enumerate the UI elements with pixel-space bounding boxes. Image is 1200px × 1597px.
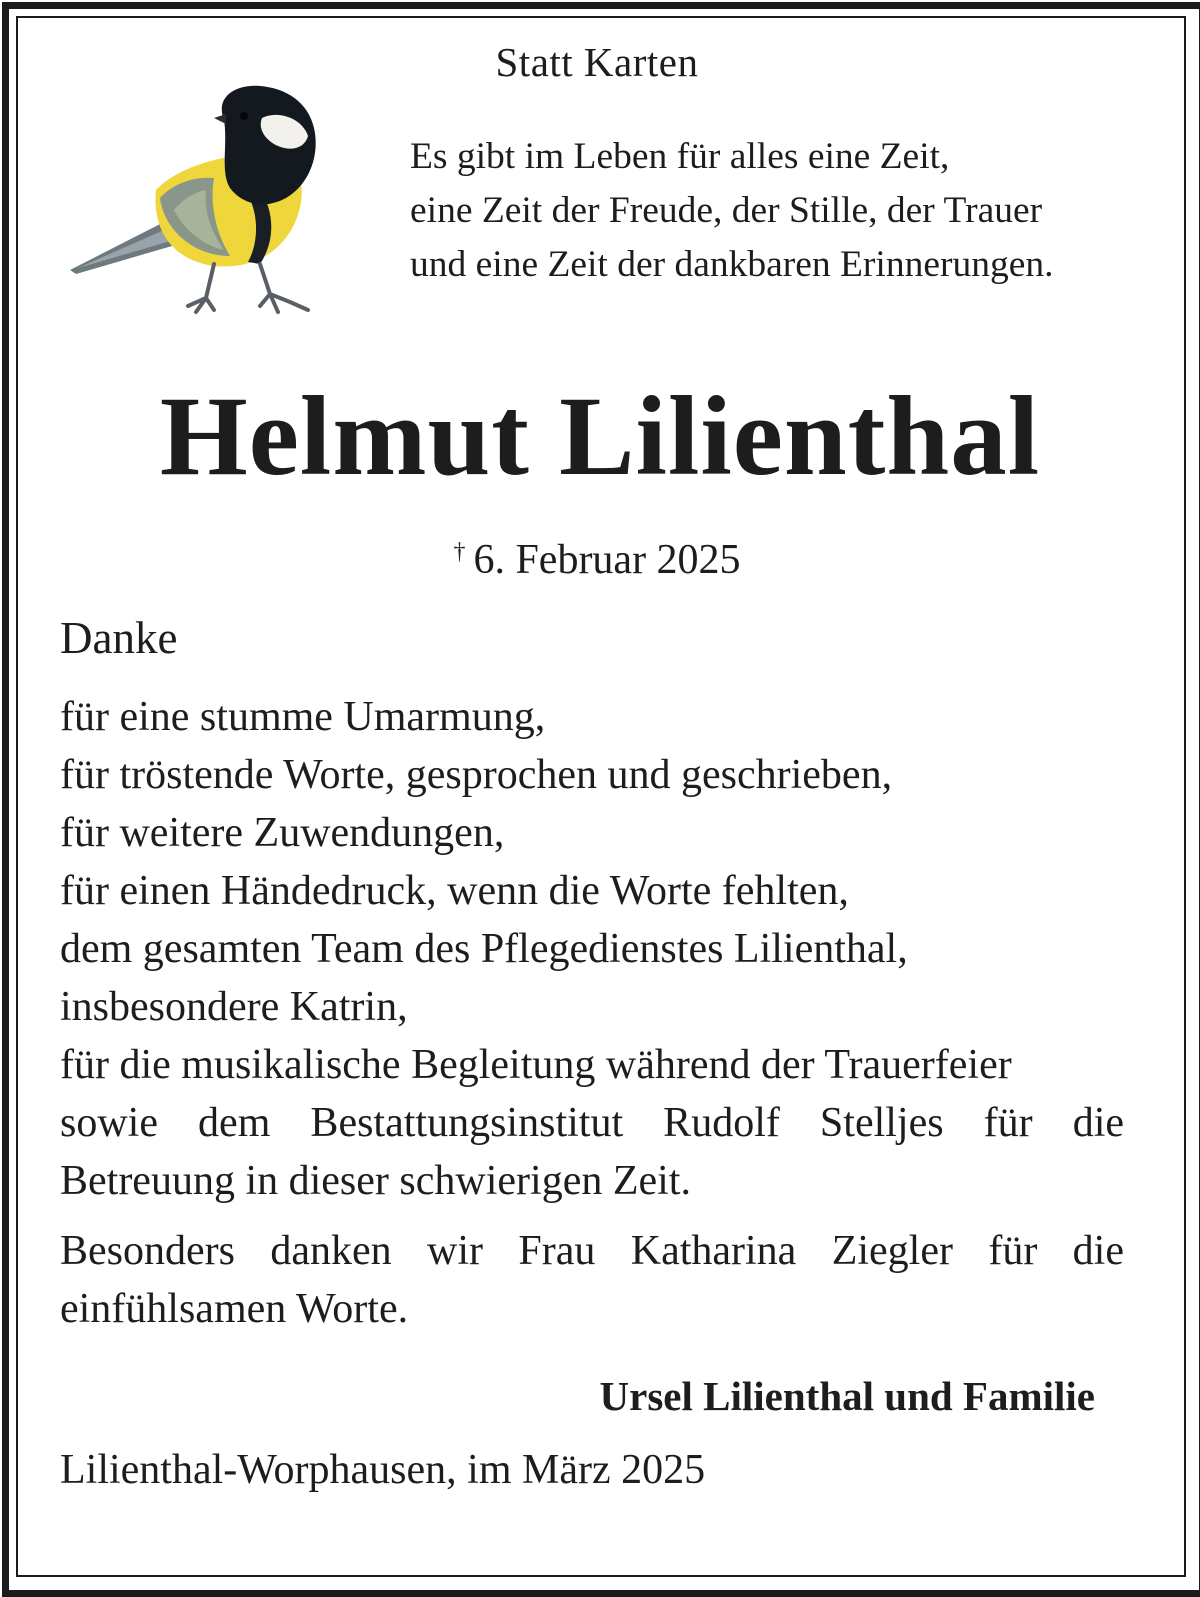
motto-line: und eine Zeit der dankbaren Erinnerungen. (410, 244, 1054, 285)
motto-line: Es gibt im Leben für alles eine Zeit, (410, 136, 950, 177)
thanks-list (60, 688, 1124, 1210)
place-date: Lilienthal-Worphausen, im März 2025 (60, 1447, 706, 1493)
thanks-line: für tröstende Worte, gesprochen und geschrieben, (60, 752, 893, 798)
deceased-name: Helmut Lilienthal (159, 374, 1041, 499)
thanks-line: für die musikalische Begleitung während der Trauerfeier (60, 1042, 1012, 1088)
cross-icon: † (453, 539, 466, 565)
death-date: 6. Februar 2025 (473, 537, 741, 583)
death-date-line (0, 536, 1200, 584)
special-thanks-line: einfühlsamen Worte. (60, 1286, 409, 1332)
motto-verse (410, 130, 1170, 292)
thanks-line: insbesondere Katrin, (60, 984, 408, 1030)
special-thanks (60, 1222, 1124, 1338)
motto-line: eine Zeit der Freude, der Stille, der Trauer (410, 190, 1043, 231)
thanks-line: für weitere Zuwendungen, (60, 810, 505, 856)
thanks-line: sowie dem Bestattungsinstitut Rudolf Stelljes für die (60, 1100, 1124, 1146)
great-tit-bird-image (64, 80, 348, 332)
thanks-line: für eine stumme Umarmung, (60, 694, 546, 740)
signature: Ursel Lilienthal und Familie (599, 1373, 1095, 1419)
statt-karten-heading: Statt Karten (495, 39, 699, 85)
special-thanks-line: Besonders danken wir Frau Katharina Ziegler für die (60, 1228, 1124, 1274)
thanks-heading: Danke (60, 613, 178, 663)
thanks-line: für einen Händedruck, wenn die Worte fehlten, (60, 868, 849, 914)
thanks-line: Betreuung in dieser schwierigen Zeit. (60, 1158, 691, 1204)
thanks-line: dem gesamten Team des Pflegedienstes Lilienthal, (60, 926, 908, 972)
